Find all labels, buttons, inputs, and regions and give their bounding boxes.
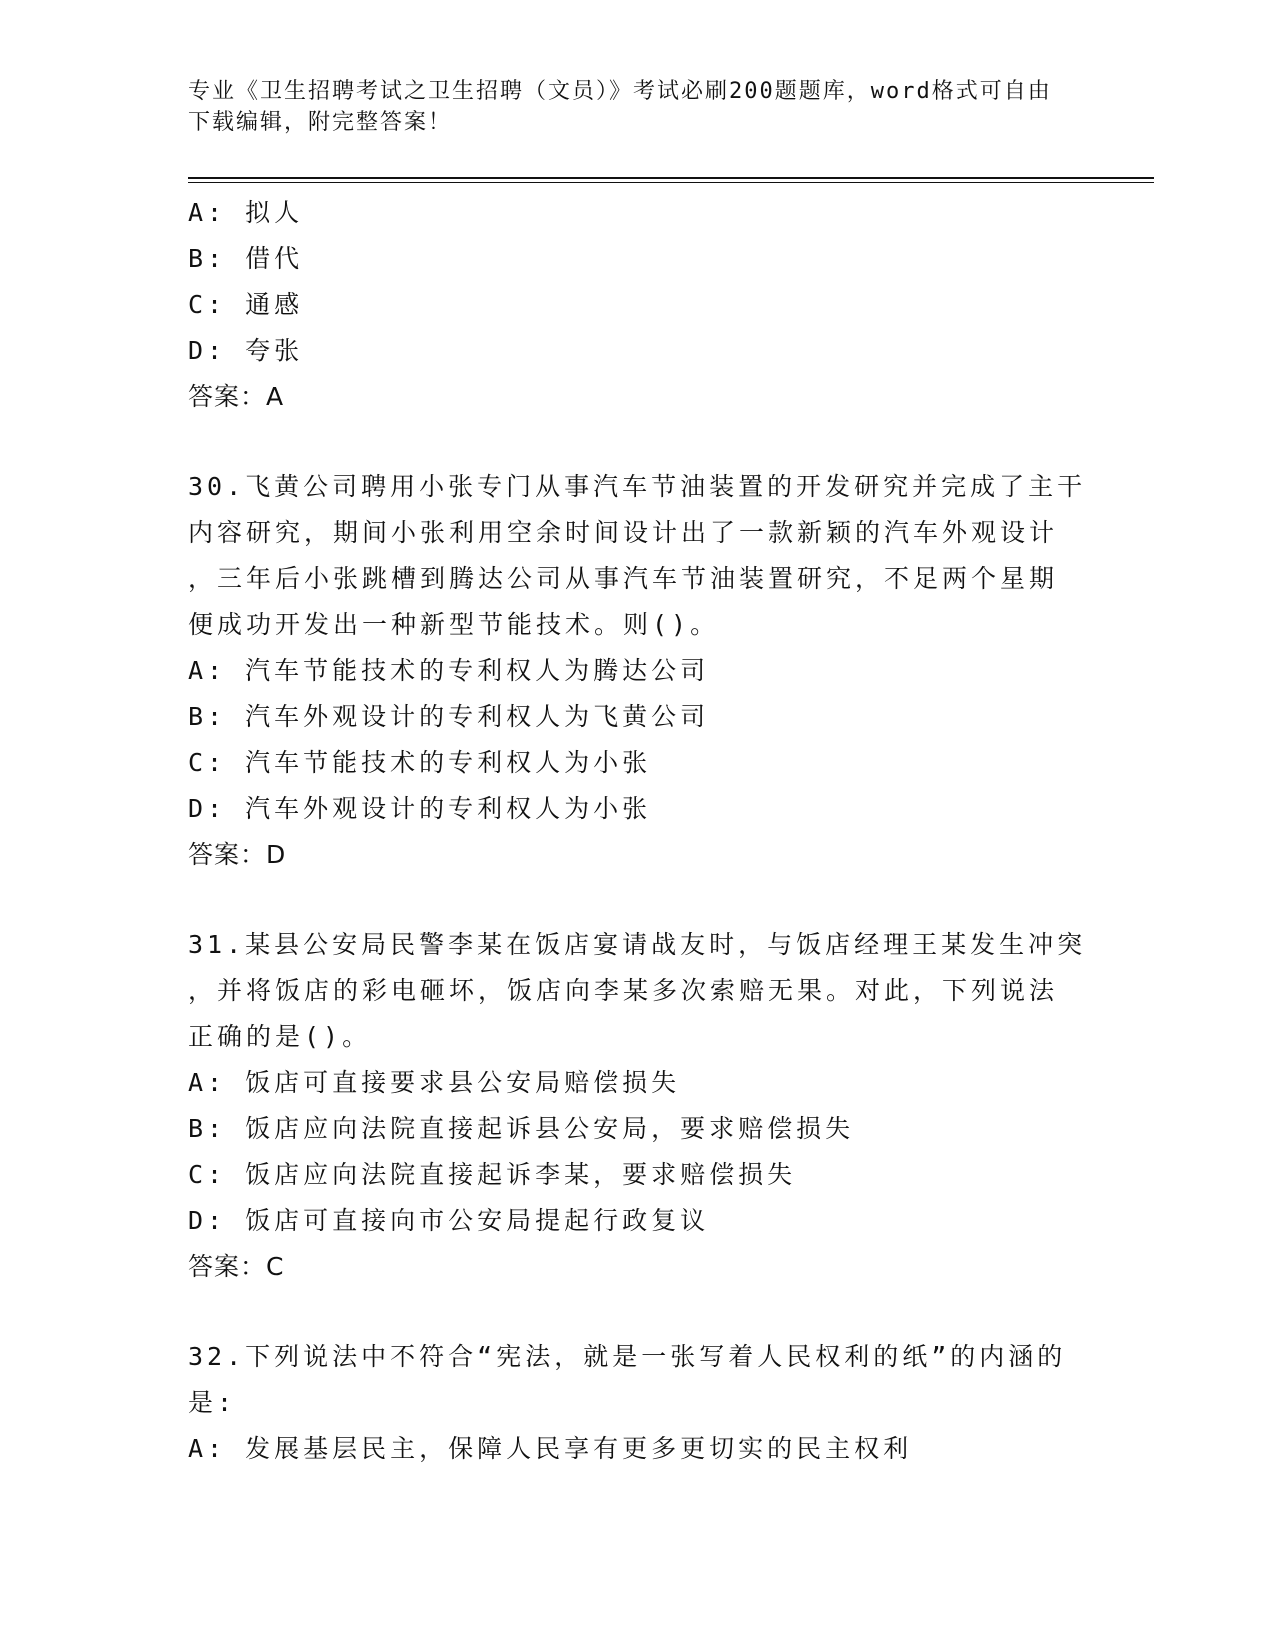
answer-line: 答案：D <box>188 840 287 869</box>
option-c: C: 通感 <box>188 290 304 319</box>
question-list <box>188 190 1088 1472</box>
option-d: D: 夸张 <box>188 336 304 365</box>
question-text-line: ，三年后小张跳槽到腾达公司从事汽车节油装置研究，不足两个星期 <box>188 564 1059 593</box>
question-text-line: 是: <box>188 1388 237 1417</box>
option-b: B: 汽车外观设计的专利权人为飞黄公司 <box>188 702 710 731</box>
option-c: C: 饭店应向法院直接起诉李某，要求赔偿损失 <box>188 1160 797 1189</box>
option-d: D: 饭店可直接向市公安局提起行政复议 <box>188 1206 710 1235</box>
question-text-line: 便成功开发出一种新型节能技术。则()。 <box>188 610 720 639</box>
option-c: C: 汽车节能技术的专利权人为小张 <box>188 748 652 777</box>
question-text-line: 内容研究，期间小张利用空余时间设计出了一款新颖的汽车外观设计 <box>188 518 1059 547</box>
question-text-line: 32.下列说法中不符合“宪法，就是一张写着人民权利的纸”的内涵的 <box>188 1342 1067 1371</box>
question-30 <box>188 464 1088 878</box>
option-d: D: 汽车外观设计的专利权人为小张 <box>188 794 652 823</box>
question-text-line: ，并将饭店的彩电砸坏，饭店向李某多次索赔无果。对此，下列说法 <box>188 976 1059 1005</box>
header-divider-thick <box>188 177 1154 179</box>
header-divider-thin <box>188 182 1154 183</box>
question-32 <box>188 1334 1088 1472</box>
answer-line: 答案：A <box>188 382 285 411</box>
header-title: 专业《卫生招聘考试之卫生招聘（文员）》考试必刷200题题库，word格式可自由下载编辑，附完整答案！ <box>188 79 1052 135</box>
question-text-line: 31.某县公安局民警李某在饭店宴请战友时，与饭店经理王某发生冲突 <box>188 930 1087 959</box>
option-b: B: 借代 <box>188 244 304 273</box>
question-text-line: 30.飞黄公司聘用小张专门从事汽车节油装置的开发研究并完成了主干 <box>188 472 1087 501</box>
option-a: A: 汽车节能技术的专利权人为腾达公司 <box>188 656 710 685</box>
question-31 <box>188 922 1088 1290</box>
option-a: A: 拟人 <box>188 198 304 227</box>
option-a: A: 发展基层民主，保障人民享有更多更切实的民主权利 <box>188 1434 913 1463</box>
partial-question <box>188 190 1088 420</box>
question-text-line: 正确的是()。 <box>188 1022 372 1051</box>
document-header <box>188 76 1068 138</box>
option-a: A: 饭店可直接要求县公安局赔偿损失 <box>188 1068 681 1097</box>
option-b: B: 饭店应向法院直接起诉县公安局，要求赔偿损失 <box>188 1114 855 1143</box>
answer-line: 答案：C <box>188 1252 285 1281</box>
